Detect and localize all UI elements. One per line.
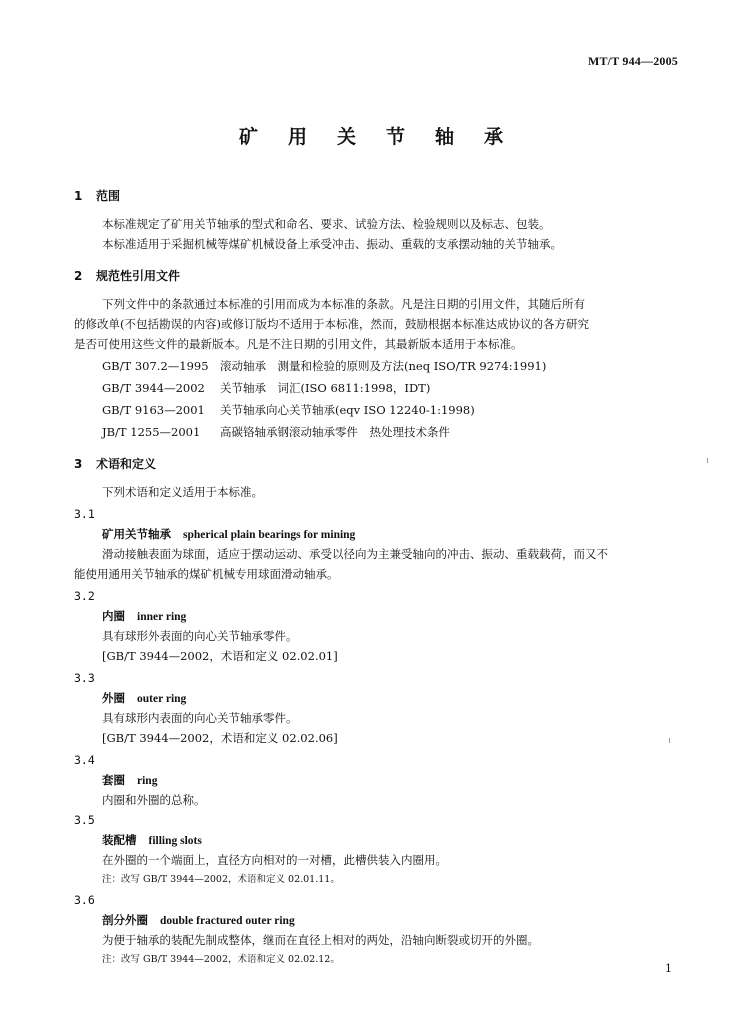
term-chinese: 内圈 bbox=[102, 609, 125, 623]
reference-item bbox=[102, 380, 430, 396]
term-chinese: 外圈 bbox=[102, 691, 125, 705]
reference-item bbox=[102, 402, 475, 418]
section-2-paragraph-line-3: 是否可使用这些文件的最新版本。凡是不注日期的引用文件，其最新版本适用于本标准。 bbox=[74, 337, 523, 351]
section-2-paragraph-line-2: 的修改单(不包括勘误的内容)或修订版均不适用于本标准，然而，鼓励根据本标准达成协议的各方研究 bbox=[74, 317, 589, 331]
term-heading bbox=[102, 772, 157, 789]
reference-item bbox=[102, 424, 450, 440]
term-chinese: 剖分外圈 bbox=[102, 913, 148, 927]
term-definition: 具有球形内表面的向心关节轴承零件。 bbox=[102, 711, 298, 725]
term-english: spherical plain bearings for mining bbox=[183, 529, 356, 541]
page-number: 1 bbox=[665, 962, 672, 975]
term-note: 注：改写 GB/T 3944—2002，术语和定义 02.02.12。 bbox=[102, 954, 340, 965]
scan-speck bbox=[707, 458, 708, 463]
term-heading bbox=[102, 526, 355, 543]
term-heading bbox=[102, 690, 186, 707]
reference-title: 关节轴承 词汇(ISO 6811:1998，IDT) bbox=[220, 381, 431, 395]
term-source-reference: [GB/T 3944—2002，术语和定义 02.02.06] bbox=[102, 731, 338, 745]
standard-code: MT/T 944—2005 bbox=[587, 54, 678, 68]
term-note: 注：改写 GB/T 3944—2002，术语和定义 02.01.11。 bbox=[102, 874, 340, 885]
term-english: outer ring bbox=[137, 693, 187, 705]
reference-code: JB/T 1255—2001 bbox=[102, 425, 201, 439]
term-number: 3.5 bbox=[74, 813, 95, 827]
term-definition-line-2: 能使用通用关节轴承的煤矿机械专用球面滑动轴承。 bbox=[74, 567, 339, 581]
reference-code: GB/T 9163—2001 bbox=[102, 403, 205, 417]
reference-item bbox=[102, 358, 546, 374]
section-number: 1 bbox=[74, 189, 83, 203]
term-english: inner ring bbox=[137, 611, 187, 623]
term-chinese: 套圈 bbox=[102, 773, 125, 787]
term-number: 3.3 bbox=[74, 671, 95, 685]
reference-title: 关节轴承向心关节轴承(eqv ISO 12240-1:1998) bbox=[220, 403, 475, 417]
term-number: 3.2 bbox=[74, 589, 95, 603]
reference-title: 高碳铬轴承钢滚动轴承零件 热处理技术条件 bbox=[220, 425, 450, 439]
term-english: double fractured outer ring bbox=[160, 915, 295, 927]
scan-speck bbox=[669, 738, 670, 743]
section-1-paragraph-1: 本标准规定了矿用关节轴承的型式和命名、要求、试验方法、检验规则以及标志、包装。 bbox=[102, 217, 551, 231]
term-number: 3.1 bbox=[74, 507, 95, 521]
section-title: 范围 bbox=[96, 189, 121, 203]
section-2-paragraph-line-1: 下列文件中的条款通过本标准的引用而成为本标准的条款。凡是注日期的引用文件，其随后所有 bbox=[102, 297, 585, 311]
section-number: 2 bbox=[74, 269, 83, 283]
term-number: 3.6 bbox=[74, 893, 95, 907]
term-heading bbox=[102, 832, 202, 849]
term-heading bbox=[102, 912, 295, 929]
document-title: 矿用关节轴承 bbox=[238, 126, 533, 148]
term-definition-line-1: 滑动接触表面为球面，适应于摆动运动、承受以径向为主兼受轴向的冲击、振动、重载载荷，而又不 bbox=[102, 547, 608, 561]
reference-title: 滚动轴承 测量和检验的原则及方法(neq ISO/TR 9274:1991) bbox=[220, 359, 547, 373]
term-definition: 在外圈的一个端面上，直径方向相对的一对槽，此槽供装入内圈用。 bbox=[102, 853, 447, 867]
term-number: 3.4 bbox=[74, 753, 95, 767]
section-1-paragraph-2: 本标准适用于采掘机械等煤矿机械设备上承受冲击、振动、重载的支承摆动轴的关节轴承。 bbox=[102, 237, 562, 251]
reference-code: GB/T 3944—2002 bbox=[102, 381, 205, 395]
term-definition: 具有球形外表面的向心关节轴承零件。 bbox=[102, 629, 298, 643]
section-title: 规范性引用文件 bbox=[96, 269, 181, 283]
term-source-reference: [GB/T 3944—2002，术语和定义 02.02.01] bbox=[102, 649, 338, 663]
reference-code: GB/T 307.2—1995 bbox=[102, 359, 209, 373]
section-3-intro: 下列术语和定义适用于本标准。 bbox=[102, 485, 263, 499]
term-english: ring bbox=[137, 775, 158, 787]
section-number: 3 bbox=[74, 457, 83, 471]
section-title: 术语和定义 bbox=[96, 457, 157, 471]
term-chinese: 装配槽 bbox=[102, 833, 137, 847]
term-chinese: 矿用关节轴承 bbox=[102, 527, 171, 541]
section-2-heading bbox=[74, 268, 180, 284]
term-definition: 为便于轴承的装配先制成整体，继而在直径上相对的两处，沿轴向断裂或切开的外圈。 bbox=[102, 933, 539, 947]
term-heading bbox=[102, 608, 186, 625]
section-3-heading bbox=[74, 456, 156, 472]
section-1-heading bbox=[74, 188, 120, 204]
term-english: filling slots bbox=[148, 835, 202, 847]
term-definition: 内圈和外圈的总称。 bbox=[102, 793, 206, 807]
